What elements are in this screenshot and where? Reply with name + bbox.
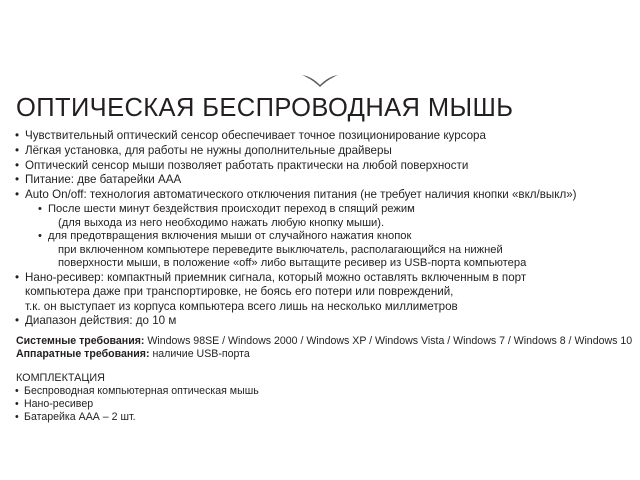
auto-onoff-sub-list [14,203,626,271]
list-item: • Чувствительный оптический сенсор обеспечивает точное позиционирование курсора [14,129,626,143]
kit-title: КОМПЛЕКТАЦИЯ [16,372,105,385]
sub-feature-line: (для выхода из него необходимо нажать любую кнопку мыши). [58,216,385,229]
system-requirements-line [14,334,633,348]
list-item: • Питание: две батарейки ААА [14,173,626,187]
nano-receiver-list [14,271,626,329]
nano-line: компьютера даже при транспортировке, не боясь его потери или повреждений, [25,285,454,299]
kit-list [14,385,626,425]
bird-wings-logo-icon [14,0,626,90]
page-title: ОПТИЧЕСКАЯ БЕСПРОВОДНАЯ МЫШЬ [16,94,514,122]
system-requirements-label: Системные требования: [16,334,145,347]
sub-feature-line: После шести минут бездействия происходит переход в спящий режим [48,202,415,215]
hardware-requirements-value: наличие USB-порта [152,347,250,360]
sub-feature-line: поверхности мыши, в положение «off» либо вытащите ресивер из USB-порта компьютера [58,257,527,270]
list-item: • Нано-ресивер [14,398,626,411]
feature-list [14,129,626,202]
sub-feature-line: для предотвращения включения мыши от случайного нажатия кнопок [48,230,412,243]
requirements-block [14,334,633,361]
list-item: • Лёгкая установка, для работы не нужны дополнительные драйверы [14,144,626,158]
system-requirements-value: Windows 98SE / Windows 2000 / Windows XP / Windows Vista / Windows 7 / Windows 8 / Windows 10 [147,334,633,347]
hardware-requirements-label: Аппаратные требования: [16,347,150,360]
nano-line: Нано-ресивер: компактный приемник сигнала, который можно оставлять включенным в порт [25,270,527,284]
list-item [14,271,626,314]
list-item [38,230,626,271]
list-item: • Диапазон действия: до 10 м [14,314,626,328]
list-item: • Беспроводная компьютерная оптическая мышь [14,385,626,398]
list-item [38,203,626,230]
sub-feature-line: при включенном компьютере переведите выключатель, располагающийся на нижней [58,243,503,256]
nano-line: т.к. он выступает из корпуса компьютера всего лишь на несколько миллиметров [25,299,458,313]
hardware-requirements-line [14,348,626,361]
list-item: • Батарейка ААА – 2 шт. [14,411,626,424]
list-item: • Оптический сенсор мыши позволяет работать практически на любой поверхности [14,159,626,173]
list-item: • Auto On/off: технология автоматического отключения питания (не требует наличия кнопки «вкл/выкл») [14,188,626,202]
